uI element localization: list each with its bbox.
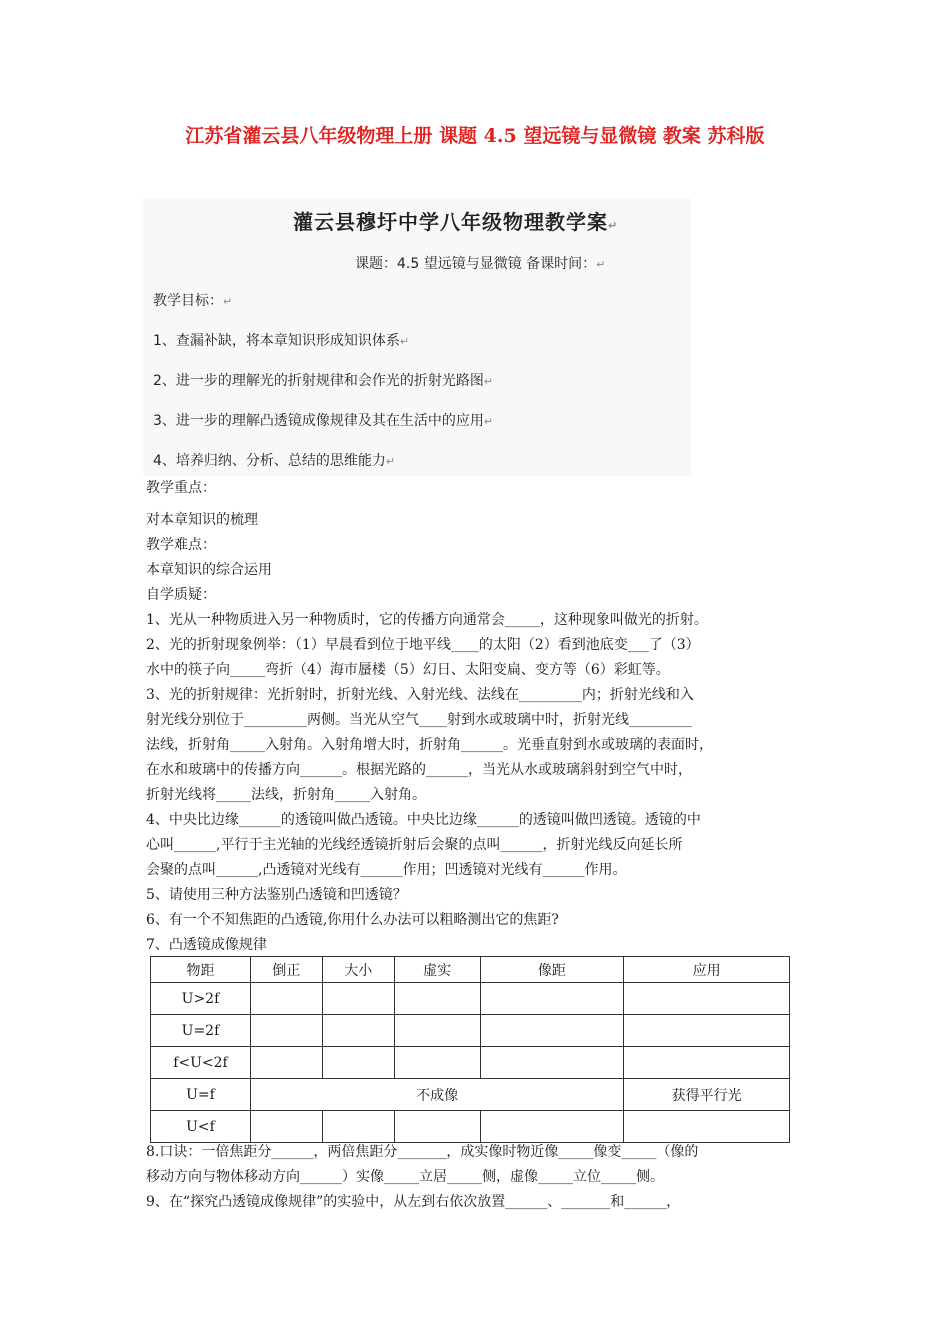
empty-cell[interactable] bbox=[480, 1047, 624, 1079]
goals-heading: 教学目标：↵ bbox=[153, 293, 233, 309]
document-title: 江苏省灌云县八年级物理上册 课题 4.5 望远镜与显微镜 教案 苏科版 bbox=[185, 125, 765, 147]
key-text: 对本章知识的梳理 bbox=[146, 512, 258, 528]
goal-item: 2、进一步的理解光的折射规律和会作光的折射光路图↵ bbox=[153, 373, 494, 389]
empty-cell[interactable] bbox=[322, 1015, 394, 1047]
question-line: 法线，折射角_____入射角。入射角增大时，折射角______。光垂直射到水或玻璃的表面时， bbox=[146, 737, 713, 753]
lesson-body bbox=[146, 476, 816, 958]
empty-cell[interactable] bbox=[250, 1111, 322, 1143]
table-header-cell: 倒正 bbox=[250, 957, 322, 983]
object-distance-cell: f<U<2f bbox=[151, 1047, 251, 1079]
object-distance-cell: U=2f bbox=[151, 1015, 251, 1047]
table-header-cell: 像距 bbox=[480, 957, 624, 983]
empty-cell[interactable] bbox=[394, 1015, 480, 1047]
empty-cell[interactable] bbox=[480, 1015, 624, 1047]
empty-cell[interactable] bbox=[322, 983, 394, 1015]
empty-cell[interactable] bbox=[322, 1047, 394, 1079]
question-line: 水中的筷子向_____弯折（4）海市蜃楼（5）幻日、太阳变扁、变方等（6）彩虹等。 bbox=[146, 662, 670, 678]
question-line: 1、光从一种物质进入另一种物质时，它的传播方向通常会_____，这种现象叫做光的折射。 bbox=[146, 612, 708, 628]
lesson-tail bbox=[146, 1140, 816, 1215]
empty-cell[interactable] bbox=[480, 1111, 624, 1143]
parallel-light-cell: 获得平行光 bbox=[624, 1079, 790, 1111]
goal-item: 1、查漏补缺，将本章知识形成知识体系↵ bbox=[153, 333, 410, 349]
question-line: 2、光的折射现象例举：（1）早晨看到位于地平线____的太阳（2）看到池底变___了（3） bbox=[146, 637, 700, 653]
table-header-cell: 应用 bbox=[624, 957, 790, 983]
key-heading: 教学重点： bbox=[146, 480, 216, 496]
object-distance-cell: U=f bbox=[151, 1079, 251, 1111]
question-line: 会聚的点叫______,凸透镜对光线有______作用；凹透镜对光线有______作用。 bbox=[146, 862, 627, 878]
table-header-row bbox=[151, 957, 790, 983]
empty-cell[interactable] bbox=[250, 983, 322, 1015]
goal-item: 4、培养归纳、分析、总结的思维能力↵ bbox=[153, 453, 396, 469]
question-line: 移动方向与物体移动方向______）实像_____立居_____侧，虚像_____立位_____侧。 bbox=[146, 1169, 664, 1185]
empty-cell[interactable] bbox=[250, 1047, 322, 1079]
no-image-cell: 不成像 bbox=[250, 1079, 623, 1111]
goal-item: 3、进一步的理解凸透镜成像规律及其在生活中的应用↵ bbox=[153, 413, 494, 429]
empty-cell[interactable] bbox=[624, 1015, 790, 1047]
difficult-text: 本章知识的综合运用 bbox=[146, 562, 272, 578]
empty-cell[interactable] bbox=[394, 1111, 480, 1143]
empty-cell[interactable] bbox=[480, 983, 624, 1015]
object-distance-cell: U<f bbox=[151, 1111, 251, 1143]
table-row bbox=[151, 1111, 790, 1143]
object-distance-cell: U>2f bbox=[151, 983, 251, 1015]
empty-cell[interactable] bbox=[624, 983, 790, 1015]
question-line: 5、请使用三种方法鉴别凸透镜和凹透镜？ bbox=[146, 887, 407, 903]
table-row bbox=[151, 1047, 790, 1079]
question-line: 3、光的折射规律：光折射时，折射光线、入射光线、法线在_________内；折射光线和入 bbox=[146, 687, 694, 703]
table-row bbox=[151, 1079, 790, 1111]
empty-cell[interactable] bbox=[624, 1047, 790, 1079]
topic-line: 课题：4.5 望远镜与显微镜 备课时间：↵ bbox=[355, 256, 606, 272]
question-line: 6、有一个不知焦距的凸透镜,你用什么办法可以粗略测出它的焦距? bbox=[146, 912, 559, 928]
question-line: 在水和玻璃中的传播方向______。根据光路的______，当光从水或玻璃斜射到空气中时， bbox=[146, 762, 692, 778]
empty-cell[interactable] bbox=[322, 1111, 394, 1143]
table-row bbox=[151, 983, 790, 1015]
school-heading: 灌云县穆圩中学八年级物理教学案↵ bbox=[293, 210, 619, 234]
question-line: 8.口诀：一倍焦距分______，两倍焦距分_______，成实像时物近像_____像变_____（像的 bbox=[146, 1144, 699, 1160]
table-header-cell: 大小 bbox=[322, 957, 394, 983]
empty-cell[interactable] bbox=[394, 1047, 480, 1079]
question-line: 9、在“探究凸透镜成像规律”的实验中，从左到右依次放置______、_______和______， bbox=[146, 1194, 681, 1210]
empty-cell[interactable] bbox=[624, 1111, 790, 1143]
table-header-cell: 虚实 bbox=[394, 957, 480, 983]
scanned-header-image bbox=[143, 198, 691, 476]
difficult-heading: 教学难点： bbox=[146, 537, 216, 553]
empty-cell[interactable] bbox=[394, 983, 480, 1015]
question-line: 7、凸透镜成像规律 bbox=[146, 937, 267, 953]
question-line: 4、中央比边缘______的透镜叫做凸透镜。中央比边缘______的透镜叫做凹透镜。透镜的中 bbox=[146, 812, 701, 828]
table-row bbox=[151, 1015, 790, 1047]
question-line: 射光线分别位于_________两侧。当光从空气____射到水或玻璃中时，折射光线_________ bbox=[146, 712, 692, 728]
question-line: 心叫______,平行于主光轴的光线经透镜折射后会聚的点叫______，折射光线反向延长所 bbox=[146, 837, 683, 853]
lens-imaging-table bbox=[150, 956, 790, 1143]
self-study-heading: 自学质疑： bbox=[146, 587, 216, 603]
table-header-cell: 物距 bbox=[151, 957, 251, 983]
question-line: 折射光线将_____法线，折射角_____入射角。 bbox=[146, 787, 426, 803]
empty-cell[interactable] bbox=[250, 1015, 322, 1047]
